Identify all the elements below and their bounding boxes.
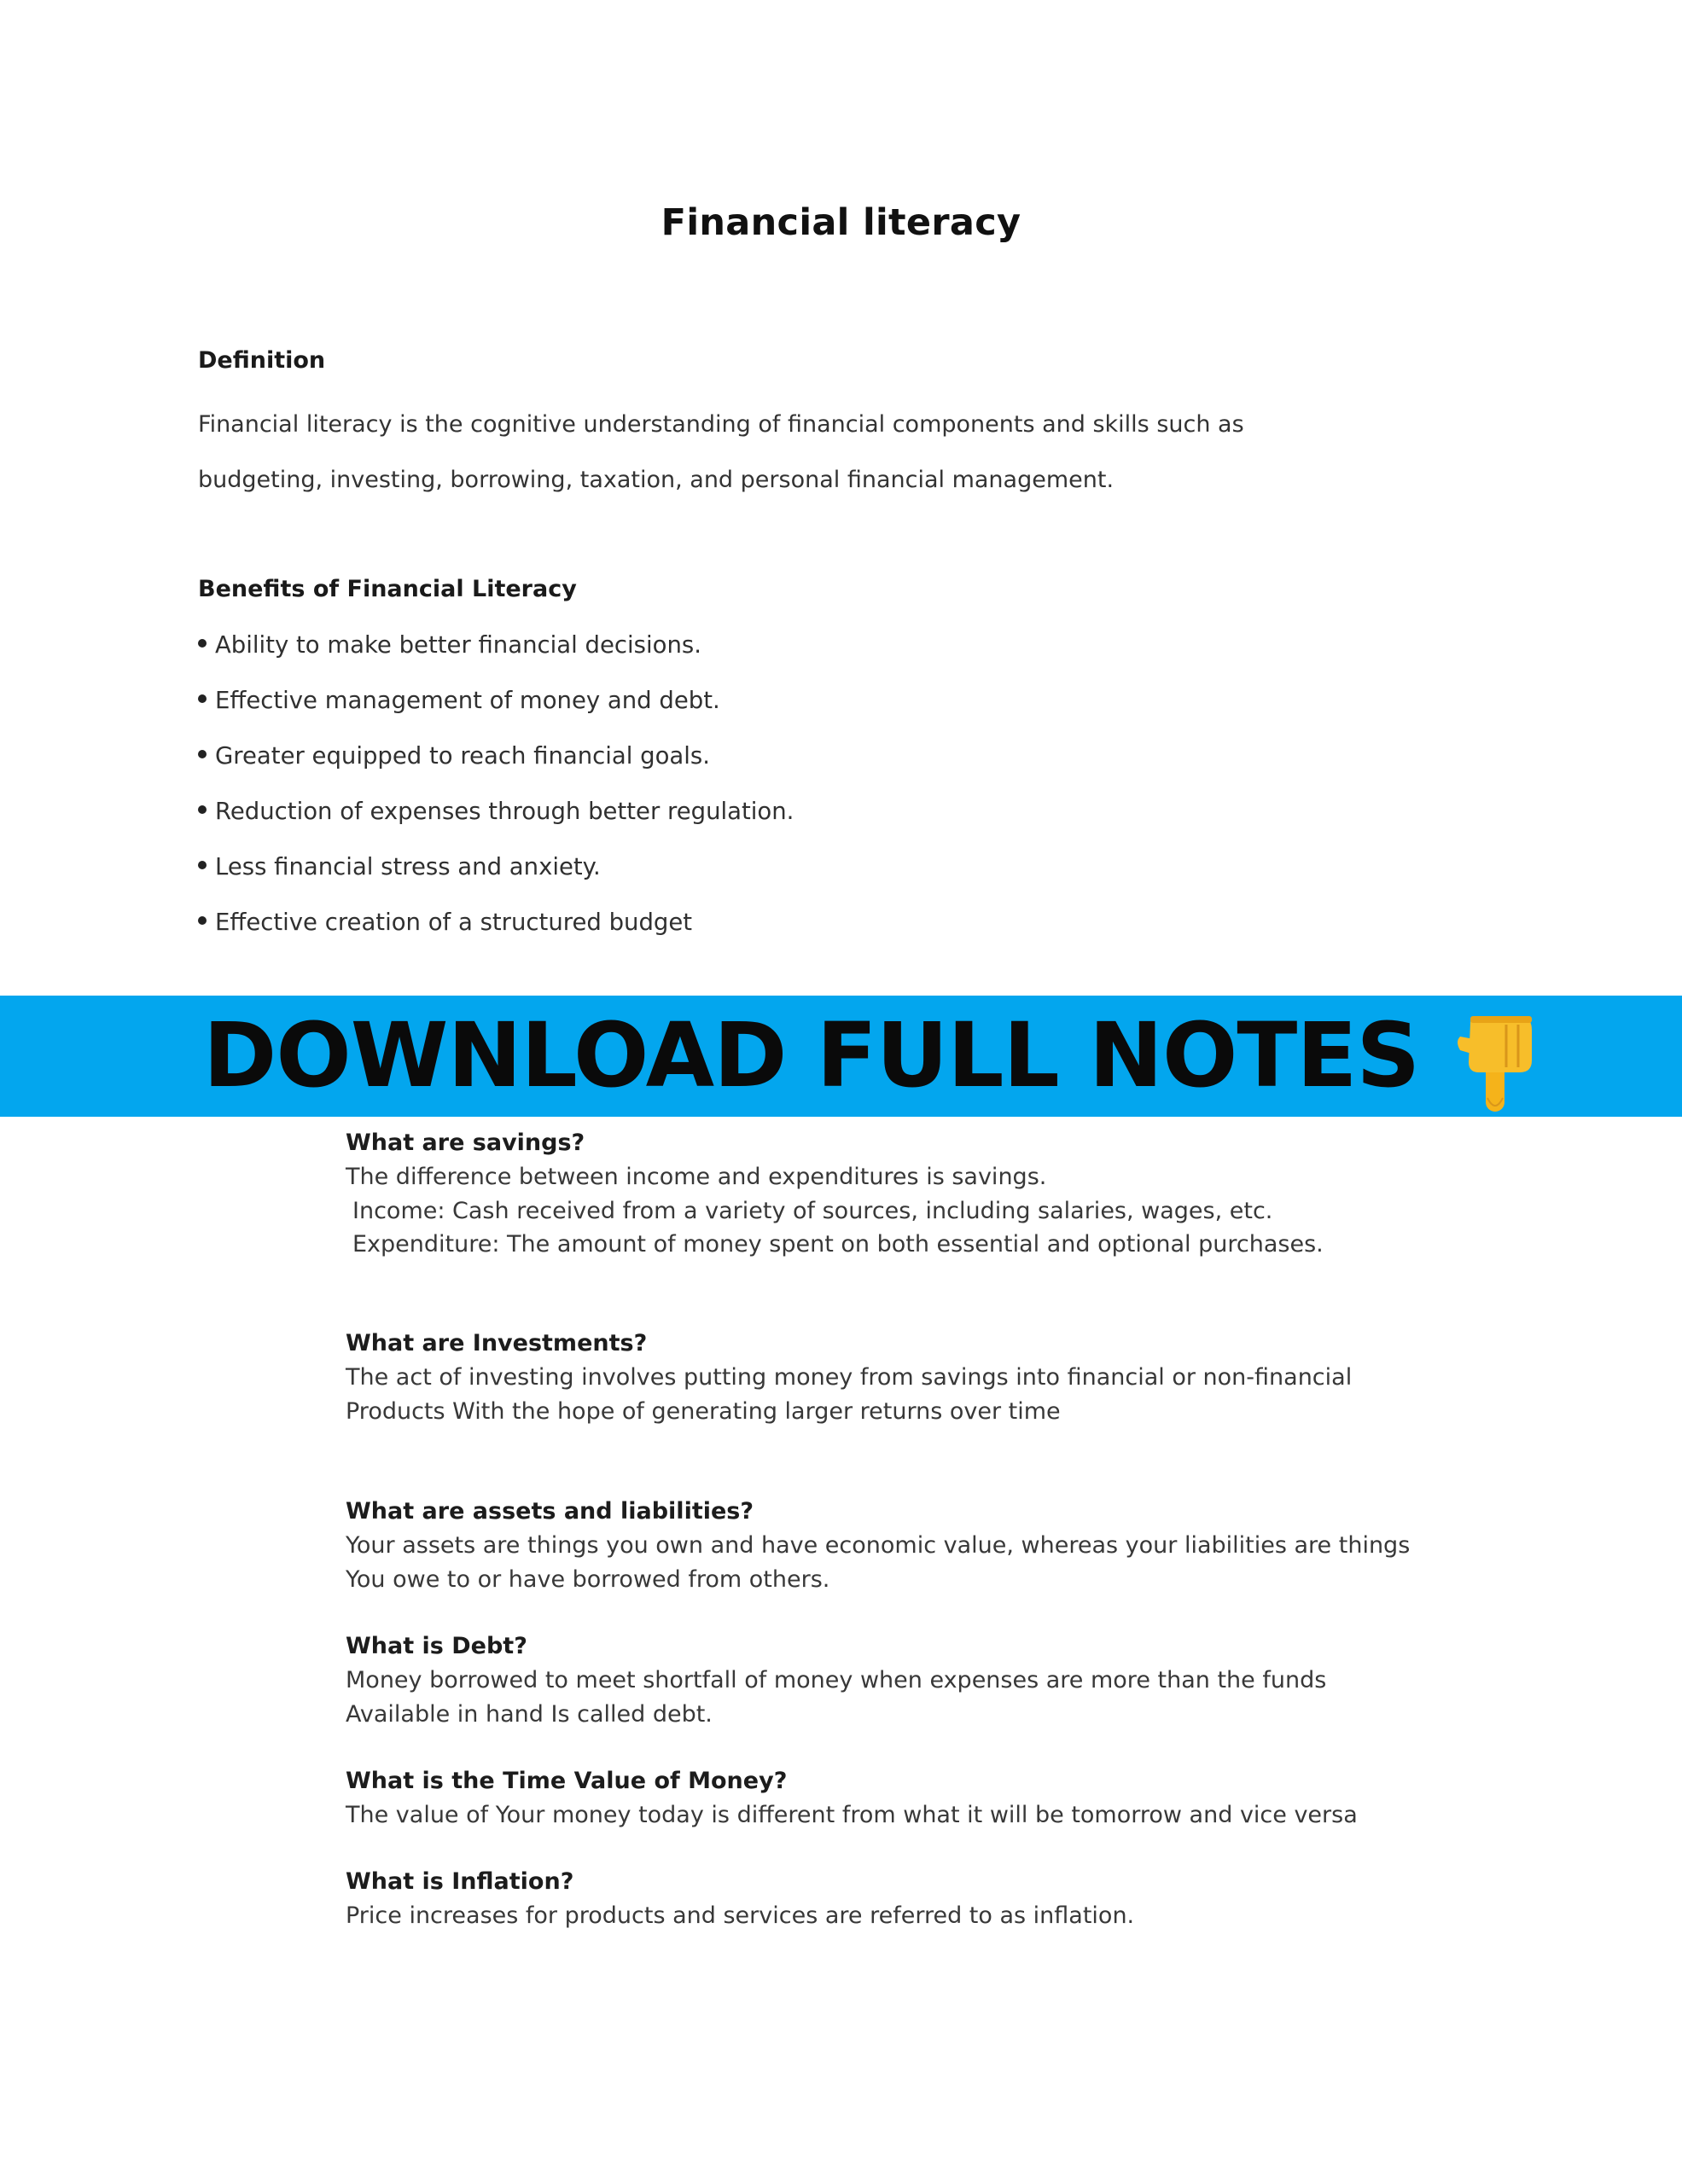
hand-pointing-down-icon: [1453, 1016, 1539, 1139]
section-heading: What is Debt?: [346, 1633, 527, 1659]
section-line: Expenditure: The amount of money spent on both essential and optional purchases.: [352, 1231, 1324, 1258]
bullet-icon: [198, 639, 207, 648]
section-line: Products With the hope of generating larger returns over time: [346, 1397, 1061, 1425]
definition-line: Financial literacy is the cognitive understanding of financial components and skills such as: [198, 411, 1244, 438]
list-item: Less financial stress and anxiety.: [198, 846, 794, 902]
section-heading: What are savings?: [346, 1130, 585, 1156]
list-item: Effective creation of a structured budget: [198, 902, 794, 957]
section-investments: [346, 1327, 1583, 1428]
section-assets-liabilities: [346, 1495, 1583, 1596]
section-line: The value of Your money today is different from what it will be tomorrow and vice versa: [346, 1802, 1358, 1828]
bullet-icon: [198, 694, 207, 703]
benefits-heading: Benefits of Financial Literacy: [198, 576, 577, 602]
list-item: Ability to make better financial decisions.: [198, 624, 794, 680]
bullet-icon: [198, 750, 207, 758]
section-heading: What is Inflation?: [346, 1868, 574, 1895]
benefits-list: [198, 624, 794, 957]
section-line: The difference between income and expenditures is savings.: [346, 1164, 1047, 1190]
section-savings: [346, 1126, 1583, 1262]
definition-text: [198, 397, 1529, 508]
download-full-notes-button[interactable]: [203, 1004, 1539, 1139]
section-line: Your assets are things you own and have economic value, whereas your liabilities are things: [346, 1532, 1411, 1559]
section-line: Income: Cash received from a variety of sources, including salaries, wages, etc.: [352, 1197, 1273, 1224]
banner-text[interactable]: DOWNLOAD FULL NOTES: [203, 1003, 1420, 1107]
section-line: The act of investing involves putting money from savings into financial or non-financial: [346, 1364, 1353, 1391]
section-debt: [346, 1629, 1583, 1731]
section-inflation: [346, 1865, 1583, 1933]
section-heading: What are Investments?: [346, 1330, 648, 1356]
definition-line: budgeting, investing, borrowing, taxation, and personal financial management.: [198, 467, 1115, 493]
section-line: Money borrowed to meet shortfall of money when expenses are more than the funds: [346, 1667, 1327, 1693]
section-line: Price increases for products and services are referred to as inflation.: [346, 1902, 1135, 1929]
document-title: Financial literacy: [661, 201, 1021, 244]
section-heading: What are assets and liabilities?: [346, 1498, 754, 1525]
section-heading: What is the Time Value of Money?: [346, 1768, 788, 1794]
section-time-value-of-money: [346, 1764, 1583, 1833]
section-line: Available in hand Is called debt.: [346, 1700, 713, 1728]
list-item: Greater equipped to reach financial goals.: [198, 735, 794, 791]
download-banner[interactable]: [0, 996, 1682, 1117]
definition-heading: Definition: [198, 347, 326, 374]
section-line: You owe to or have borrowed from others.: [346, 1565, 830, 1593]
bullet-icon: [198, 805, 207, 814]
bullet-icon: [198, 861, 207, 869]
list-item: Reduction of expenses through better regulation.: [198, 791, 794, 846]
bullet-icon: [198, 916, 207, 925]
list-item: Effective management of money and debt.: [198, 680, 794, 735]
